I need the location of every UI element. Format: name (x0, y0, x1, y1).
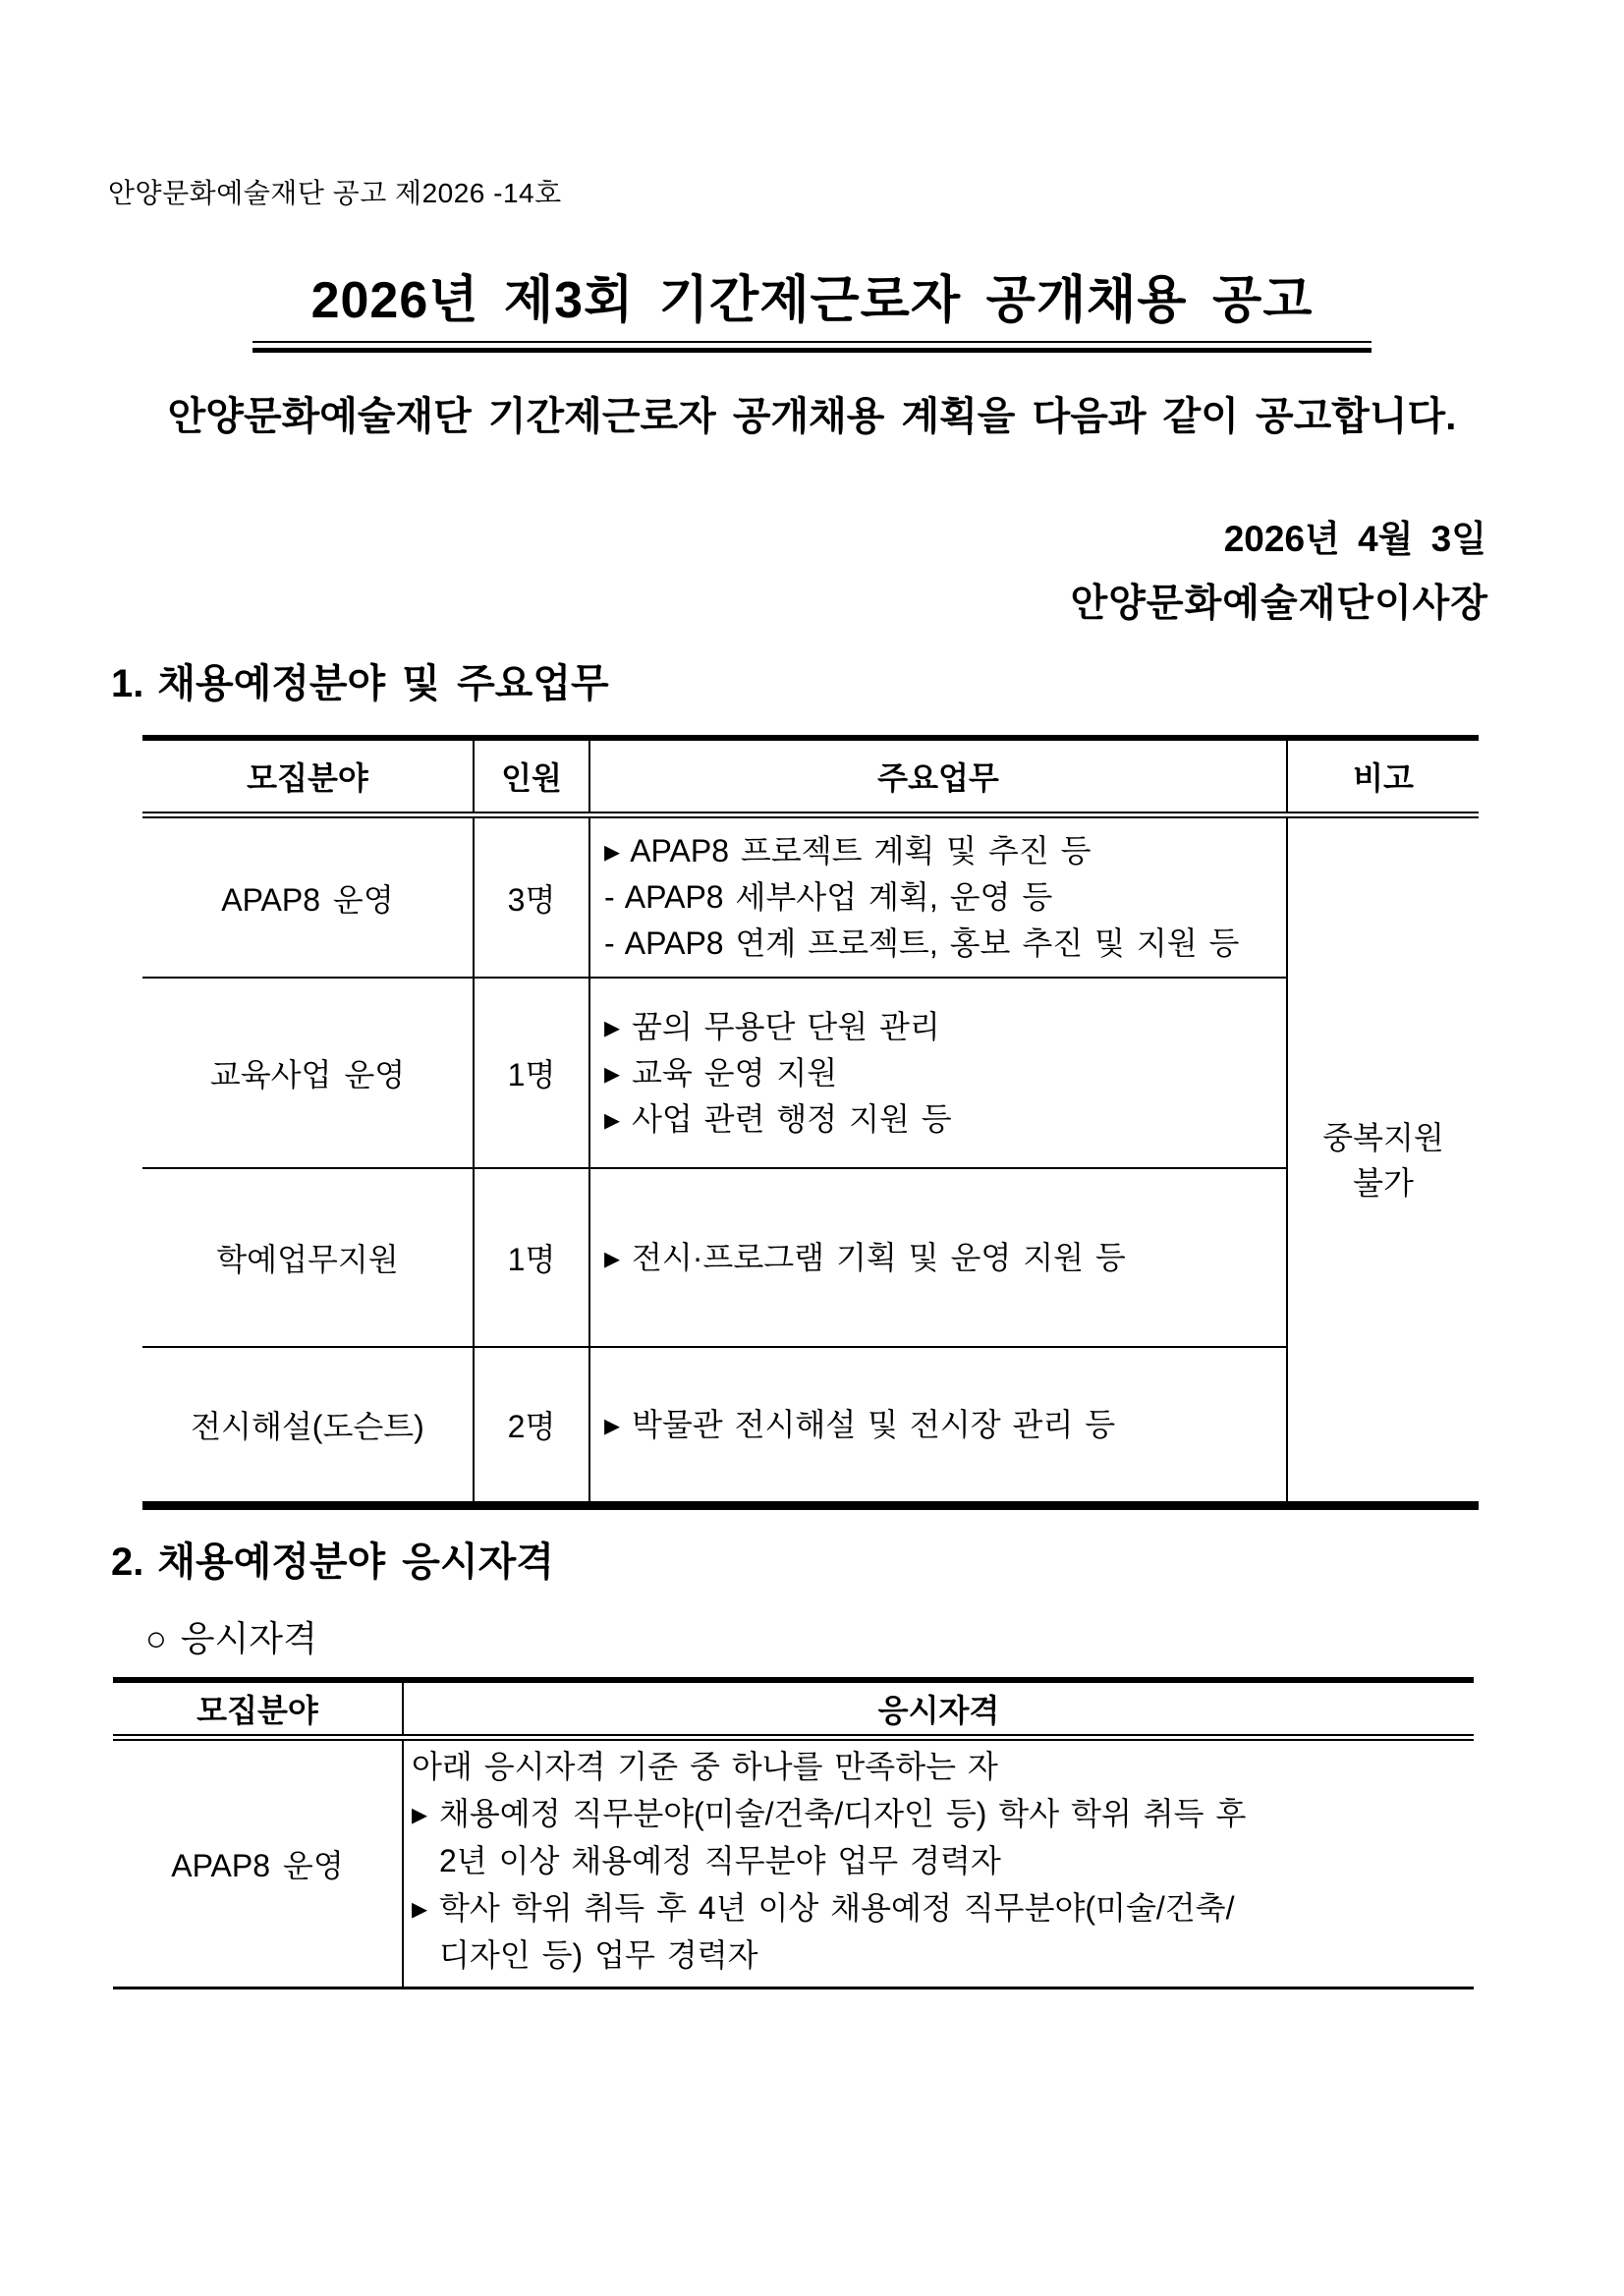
notice-number: 안양문화예술재단 공고 제2026 -14호 (108, 178, 562, 208)
duty-line: - APAP8 세부사업 계획, 운영 등 (604, 879, 1053, 915)
document-subtitle: 안양문화예술재단 기간제근로자 공개채용 계획을 다음과 같이 공고합니다. (167, 395, 1457, 438)
section1-number: 1. (111, 662, 144, 705)
header-field: 모집분야 (142, 738, 474, 815)
header-note: 비고 (1287, 738, 1479, 815)
document-title: 2026년 제3회 기간제근로자 공개채용 공고 (310, 272, 1314, 329)
field-cell: APAP8 운영 (113, 1738, 403, 1988)
table-row (142, 1168, 1479, 1347)
section1-heading (111, 660, 609, 707)
field-cell: 전시해설(도슨트) (142, 1347, 474, 1506)
count-cell: 3명 (474, 815, 589, 979)
table-row (142, 1347, 1479, 1506)
section2-number: 2. (111, 1540, 144, 1584)
qualification-subheading (145, 1617, 317, 1660)
qualification-line: ▸ 학사 학위 취득 후 4년 이상 채용예정 직무분야(미술/건축/ (412, 1890, 1235, 1926)
section1-heading-text: 채용예정분야 및 주요업무 (157, 662, 609, 705)
table-row (142, 978, 1479, 1168)
field-cell: 교육사업 운영 (142, 978, 474, 1168)
duty-line: ▸ 박물관 전시해설 및 전시장 관리 등 (604, 1406, 1116, 1442)
duties-cell (589, 815, 1287, 979)
announcement-date: 2026년 4월 3일 (1223, 519, 1486, 559)
qualification-table (113, 1677, 1474, 1989)
title-underline (252, 341, 1372, 353)
qualification-line: 아래 응시자격 기준 중 하나를 만족하는 자 (412, 1749, 998, 1784)
recruitment-table (142, 735, 1479, 1510)
duties-cell (589, 978, 1287, 1168)
duty-line: - APAP8 연계 프로젝트, 홍보 추진 및 지원 등 (604, 925, 1240, 961)
section2-heading-text: 채용예정분야 응시자격 (157, 1540, 554, 1584)
qualification-line: ▸ 채용예정 직무분야(미술/건축/디자인 등) 학사 학위 취득 후 (412, 1796, 1247, 1831)
header-qualification: 응시자격 (403, 1680, 1474, 1738)
duty-line: ▸ 전시·프로그램 기획 및 운영 지원 등 (604, 1239, 1126, 1275)
duties-cell (589, 1347, 1287, 1506)
header-field: 모집분야 (113, 1680, 403, 1738)
section2-heading (111, 1539, 554, 1586)
duty-line: ▸ 사업 관련 행정 지원 등 (604, 1100, 952, 1137)
issuer-name: 안양문화예술재단이사장 (1070, 583, 1488, 625)
count-cell: 1명 (474, 1168, 589, 1347)
qualifications-cell (403, 1738, 1474, 1988)
qualification-line: 디자인 등) 업무 경력자 (439, 1937, 758, 1973)
qualification-table-header-row (113, 1680, 1474, 1738)
field-cell: 학예업무지원 (142, 1168, 474, 1347)
header-duties: 주요업무 (589, 738, 1287, 815)
note-line: 불가 (1353, 1164, 1414, 1201)
count-cell: 1명 (474, 978, 589, 1168)
duties-cell (589, 1168, 1287, 1347)
duty-line: ▸ APAP8 프로젝트 계획 및 추진 등 (604, 833, 1092, 868)
table-row (113, 1738, 1474, 1988)
qualification-line: 2년 이상 채용예정 직무분야 업무 경력자 (439, 1843, 1001, 1878)
field-cell: APAP8 운영 (142, 815, 474, 979)
duty-line: ▸ 꿈의 무용단 단원 관리 (604, 1008, 940, 1044)
note-cell (1287, 815, 1479, 1506)
note-line: 중복지원 (1322, 1119, 1444, 1155)
count-cell: 2명 (474, 1347, 589, 1506)
table-row (142, 815, 1479, 979)
qualification-subheading-text: 응시자격 (180, 1618, 317, 1658)
header-count: 인원 (474, 738, 589, 815)
circle-bullet-icon: ○ (145, 1618, 167, 1658)
recruitment-table-header-row (142, 738, 1479, 815)
duty-line: ▸ 교육 운영 지원 (604, 1054, 838, 1091)
